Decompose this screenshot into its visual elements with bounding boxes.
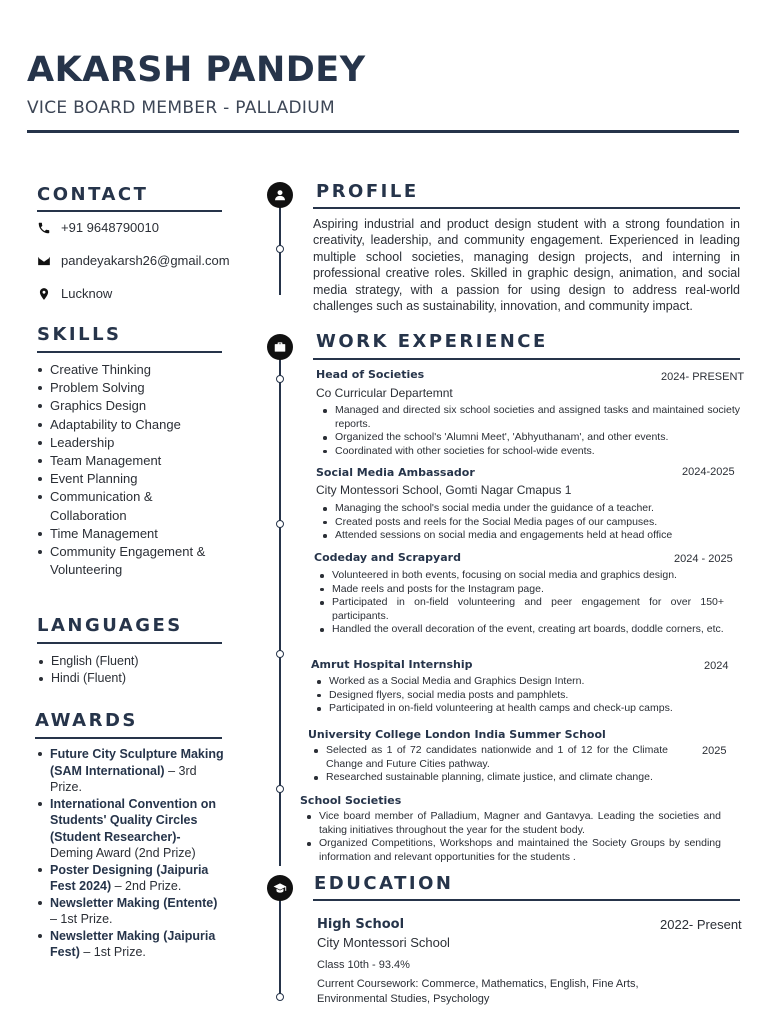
list-item: Creative Thinking	[36, 361, 216, 379]
job-title: School Societies	[300, 794, 402, 807]
list-item: Attended sessions on social media and engagements held at head office	[317, 529, 740, 543]
list-item: Event Planning	[36, 470, 216, 488]
list-item: Managing the school's social media under the guidance of a teacher.	[317, 502, 740, 516]
education-class: Class 10th - 93.4%	[317, 959, 410, 971]
header-divider	[27, 130, 739, 133]
list-item: Team Management	[36, 452, 216, 470]
awards-heading: AWARDS	[35, 710, 138, 731]
education-divider	[313, 899, 740, 901]
award-result: – 1st Prize.	[79, 945, 146, 959]
award-title: Newsletter Making (Entente)	[50, 895, 218, 910]
contact-email	[37, 253, 230, 268]
job-bullets	[308, 744, 668, 785]
job-bullets	[301, 810, 721, 864]
list-item: Designed flyers, social media posts and pamphlets.	[311, 689, 731, 703]
timeline-line-education	[279, 887, 281, 997]
job-title: Social Media Ambassador	[316, 466, 475, 479]
list-item: Time Management	[36, 525, 216, 543]
list-item: Coordinated with other societies for school-wide events.	[317, 445, 740, 459]
list-item: Participated in on-field volunteering and peer engagement for over 150+ participants.	[314, 596, 724, 623]
list-item	[36, 746, 226, 796]
list-item: Leadership	[36, 434, 216, 452]
list-item: Graphics Design	[36, 397, 216, 415]
profile-summary: Aspiring industrial and product design student with a strong foundation in creativity, leadership, and community engagement. Experienced in leading multiple school societies, managing design projects, and interning in professional creative roles. Skilled in graphic design, animation, and social media strategy, with a passion for using design to address real-world challenges such as sustainability, innovation, and community impact.	[313, 217, 740, 314]
job-date: 2024 - 2025	[674, 553, 733, 565]
profile-divider	[313, 207, 740, 209]
phone-text[interactable]: +91 9648790010	[61, 220, 159, 235]
timeline-dot	[276, 245, 284, 253]
contact-phone	[37, 220, 159, 235]
list-item: Problem Solving	[36, 379, 216, 397]
education-school: City Montessori School	[317, 935, 450, 950]
work-heading: WORK EXPERIENCE	[316, 331, 548, 352]
contact-heading: CONTACT	[37, 184, 149, 205]
list-item: Participated in on-field volunteering at health camps and check-up camps.	[311, 702, 731, 716]
award-title: International Convention on Students' Quality Circles (Student Researcher)-	[50, 796, 216, 844]
job-bullets	[317, 502, 740, 543]
list-item: Hindi (Fluent)	[37, 670, 217, 687]
education-coursework: Current Coursework: Commerce, Mathematics, English, Fine Arts, Environmental Studies, Psychology	[317, 978, 639, 1005]
graduation-cap-icon	[267, 875, 293, 901]
skills-divider	[37, 351, 222, 353]
briefcase-icon	[267, 334, 293, 360]
location-icon	[37, 287, 61, 301]
timeline-dot	[276, 785, 284, 793]
list-item	[36, 862, 226, 895]
contact-divider	[37, 210, 222, 212]
education-title: High School	[317, 917, 405, 932]
list-item: Handled the overall decoration of the event, creating art boards, doddle corners, etc.	[314, 623, 724, 637]
education-date: 2022- Present	[660, 917, 742, 932]
job-date: 2024- PRESENT	[661, 371, 745, 383]
list-item	[36, 928, 226, 961]
email-icon	[37, 254, 61, 268]
email-text[interactable]: pandeyakarsh26@gmail.com	[61, 253, 230, 268]
award-result: Deming Award (2nd Prize)	[50, 846, 196, 860]
list-item: Created posts and reels for the Social Media pages of our campuses.	[317, 516, 740, 530]
contact-location	[37, 286, 112, 301]
job-date: 2024-2025	[682, 466, 735, 478]
list-item: Community Engagement & Volunteering	[36, 543, 211, 579]
awards-list	[36, 746, 226, 961]
job-bullets	[317, 404, 740, 458]
job-date: 2024	[704, 660, 729, 672]
list-item: Researched sustainable planning, climate justice, and climate change.	[308, 771, 668, 785]
job-title: Codeday and Scrapyard	[314, 551, 461, 564]
skills-list	[36, 361, 216, 579]
list-item: Made reels and posts for the Instagram page.	[314, 583, 724, 597]
timeline-dot	[276, 993, 284, 1001]
award-result: – 1st Prize.	[50, 912, 113, 926]
job-title: University College London India Summer School	[308, 728, 606, 741]
list-item: Vice board member of Palladium, Magner and Gantavya. Leading the societies and taking initiatives throughout the year for the student body.	[301, 810, 721, 837]
list-item: Adaptability to Change	[36, 416, 216, 434]
education-heading: EDUCATION	[314, 873, 454, 894]
list-item	[36, 895, 226, 928]
list-item: Worked as a Social Media and Graphics Design Intern.	[311, 675, 731, 689]
person-icon	[267, 182, 293, 208]
list-item: English (Fluent)	[37, 653, 217, 670]
list-item: Communication & Collaboration	[36, 488, 161, 524]
award-result: – 2nd Prize.	[111, 879, 182, 893]
award-title: Future City Sculpture Making (SAM International)	[50, 747, 224, 778]
timeline-dot	[276, 375, 284, 383]
skills-heading: SKILLS	[37, 324, 122, 345]
list-item: Organized Competitions, Workshops and maintained the Society Groups by sending information and relevant opportunities for the students .	[301, 837, 721, 864]
award-title: Poster Designing (Jaipuria Fest 2024)	[50, 862, 209, 893]
languages-heading: LANGUAGES	[37, 615, 183, 636]
job-title: Amrut Hospital Internship	[311, 658, 473, 671]
job-date: 2025	[702, 745, 727, 757]
timeline-dot	[276, 650, 284, 658]
job-org: City Montessori School, Gomti Nagar Cmapus 1	[316, 483, 572, 497]
list-item: Organized the school's 'Alumni Meet', 'Abhyuthanam', and other events.	[317, 431, 740, 445]
job-title: Head of Societies	[316, 368, 425, 381]
languages-divider	[37, 642, 222, 644]
list-item: Volunteered in both events, focusing on social media and graphics design.	[314, 569, 724, 583]
profile-heading: PROFILE	[316, 181, 419, 202]
candidate-role: VICE BOARD MEMBER - PALLADIUM	[27, 98, 335, 118]
awards-divider	[35, 737, 222, 739]
award-result: – 3rd Prize.	[50, 763, 197, 794]
languages-list	[37, 653, 217, 686]
list-item	[36, 796, 226, 862]
award-title: Newsletter Making (Jaipuria Fest)	[50, 928, 216, 959]
candidate-name: AKARSH PANDEY	[27, 50, 366, 90]
job-org: Co Curricular Departemnt	[316, 386, 453, 400]
phone-icon	[37, 221, 61, 235]
job-bullets	[311, 675, 731, 716]
location-text: Lucknow	[61, 286, 113, 301]
list-item: Managed and directed six school societies and assigned tasks and maintained society reports.	[317, 404, 740, 431]
list-item: Selected as 1 of 72 candidates nationwide and 1 of 12 for the Climate Change and Future Cities pathway.	[308, 744, 668, 771]
job-bullets	[314, 569, 724, 637]
timeline-dot	[276, 520, 284, 528]
work-divider	[313, 358, 740, 360]
